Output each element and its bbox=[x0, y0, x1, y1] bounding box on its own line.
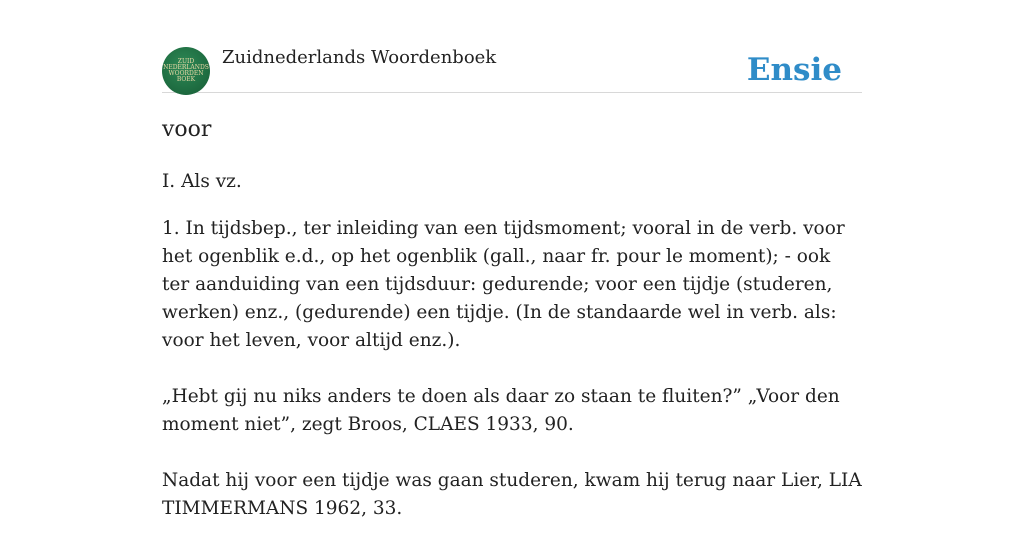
site-title-link[interactable]: Zuidnederlands Woordenboek bbox=[222, 47, 497, 68]
logo-line: WOORDEN bbox=[168, 70, 204, 77]
definition-text: 1. In tijdsbep., ter inleiding van een tijdsmoment; vooral in de verb. voor het ogenblik e.d., op het ogenblik (gall., naar fr. pour le moment); - ook ter aanduiding van een tijdsduur: gedurende; voor een tijdje (studeren, werken) enz., (gedurende) een tijdje. (In de standaarde wel in verb. als: voor het leven, voor altijd enz.). bbox=[162, 218, 845, 351]
logo-line: BOEK bbox=[176, 76, 196, 83]
example-quote: „Hebt gij nu niks anders te doen als daar zo staan te fluiten?” „Voor den moment niet”, zegt Broos, CLAES 1933, 90. bbox=[162, 386, 840, 435]
logo-line: ZUID bbox=[177, 58, 195, 65]
logo-line: NEDERLANDS bbox=[163, 64, 209, 71]
example-quote: Nadat hij voor een tijdje was gaan studeren, kwam hij terug naar Lier, LIA TIMMERMANS 1962, 33. bbox=[162, 470, 862, 519]
site-logo[interactable] bbox=[162, 47, 210, 95]
page bbox=[162, 0, 862, 519]
header bbox=[162, 45, 862, 93]
section-label: I. Als vz. bbox=[162, 171, 242, 192]
brand-logo-link[interactable]: Ensie bbox=[746, 52, 842, 88]
entry-content bbox=[162, 168, 862, 551]
headword: voor bbox=[162, 117, 212, 142]
